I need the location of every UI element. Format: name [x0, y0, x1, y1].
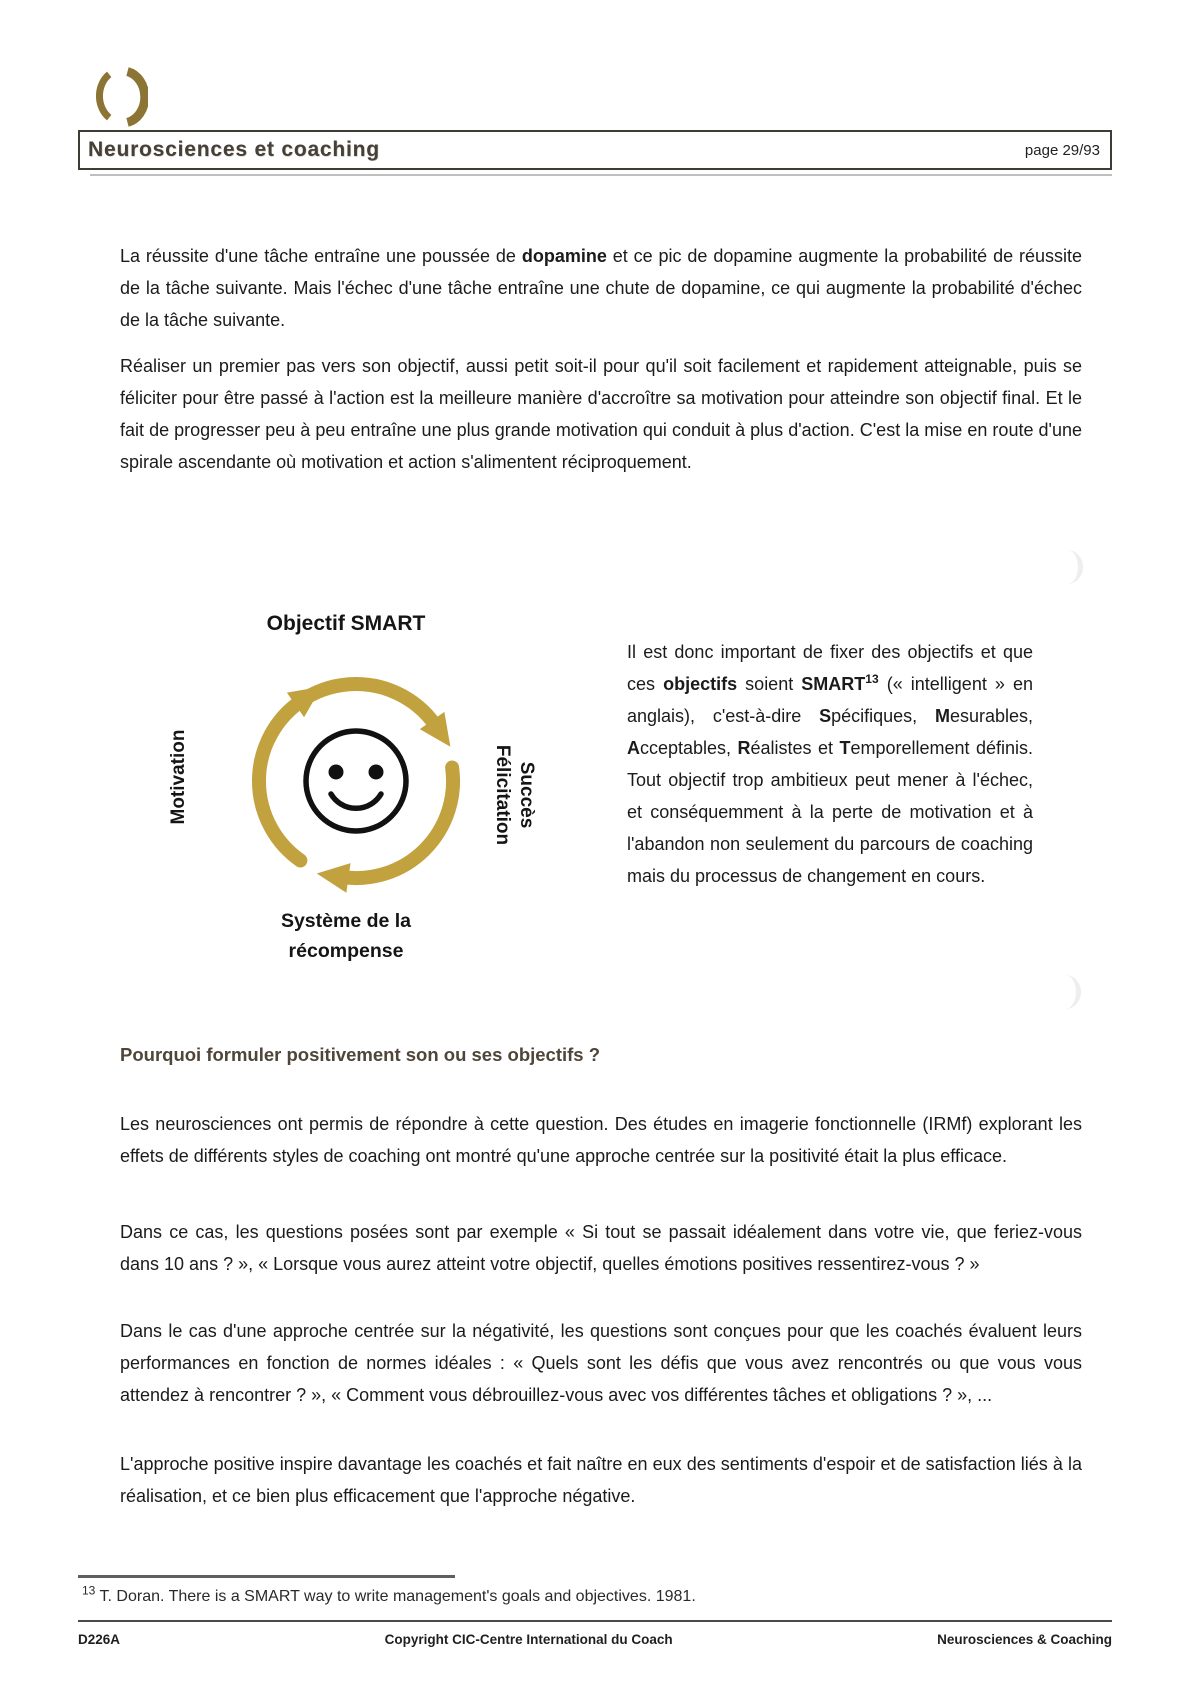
page-footer: [78, 1632, 1112, 1647]
label-systeme-line2: récompense: [288, 940, 404, 962]
smart-s2: soient: [737, 674, 802, 694]
paragraph-premier-pas: Réaliser un premier pas vers son objectif, aussi petit soit-il pour qu'il soit facilement et rapidement atteignable, puis se féliciter pour être passé à l'action est la meilleure manière d'accroître sa motivation pour atteindre son objectif final. Et le fait de progresser peu à peu entraîne une plus grande motivation qui conduit à plus d'action. C'est la mise en route d'une spirale ascendante où motivation et action s'alimentent réciproquement.: [120, 356, 1082, 472]
header-underline: [90, 174, 1112, 176]
smart-s8: emporellement définis. Tout objectif trop ambitieux peut mener à l'échec, et conséquemment à la perte de motivation et à l'abandon non seulement du parcours de coaching mais du processus de changement en cours.: [627, 738, 1034, 886]
label-succes: Succès: [516, 761, 537, 829]
paragraph-smart: [627, 636, 1033, 892]
diagram-label-systeme-recompense: [246, 906, 446, 966]
page-number: page 29/93: [1024, 141, 1100, 159]
cic-logo-icon: [94, 66, 148, 128]
cycle-arrows-icon: [206, 631, 506, 931]
smart-s5: esurables,: [949, 706, 1033, 726]
smart-b1: objectifs: [663, 674, 738, 694]
p1-text-post: et ce pic de dopamine augmente la probabilité de réussite de la tâche suivante. Mais l'échec d'une tâche entraîne une chute de dopamine, ce qui augmente la probabilité d'échec de la tâche suivante.: [120, 246, 1083, 330]
paragraph-approche-positive: L'approche positive inspire davantage les coachés et fait naître en eux des sentiments d'espoir et de satisfaction liés à la réalisation, et ce bien plus efficacement que l'approche négative.: [120, 1454, 1082, 1506]
smart-s3: (« intelligent » en anglais), c'est-à-dire: [627, 674, 1034, 726]
smiley-face-icon: [306, 731, 406, 831]
diagram-label-motivation: Motivation: [168, 729, 189, 825]
diagram-title: Objectif SMART: [266, 612, 426, 635]
smart-b5: A: [627, 738, 640, 758]
diagram-label-succes-felicitation: [490, 725, 538, 865]
smart-b7: T: [839, 738, 851, 758]
smart-s1: Il est donc important de fixer des objectifs et que ces: [627, 642, 1033, 694]
paragraph-neurosciences: Les neurosciences ont permis de répondre à cette question. Des études en imagerie fonctionnelle (IRMf) explorant les effets de différents styles de coaching ont montré qu'une approche centrée sur la positivité était la plus efficace.: [120, 1114, 1082, 1166]
footer-doc-title: Neurosciences & Coaching: [937, 1632, 1112, 1647]
footnote: [82, 1583, 1062, 1606]
footer-doc-code: D226A: [78, 1632, 121, 1647]
smart-footnote-ref: 13: [865, 672, 879, 686]
page-title: Neurosciences et coaching: [88, 138, 380, 161]
paragraph-questions-positives: Dans ce cas, les questions posées sont par exemple « Si tout se passait idéalement dans votre vie, que feriez-vous dans 10 ans ? », « Lorsque vous aurez atteint votre objectif, quelles émotions positives ressentirez-vous ? »: [120, 1222, 1082, 1274]
p1-bold-dopamine: dopamine: [521, 246, 607, 266]
footnote-number: 13: [82, 1583, 96, 1598]
paragraph-dopamine: [120, 240, 1082, 336]
smart-s4: pécifiques,: [831, 706, 935, 726]
p1-text-pre: La réussite d'une tâche entraîne une poussée de: [120, 246, 522, 266]
footer-divider: [78, 1620, 1112, 1622]
smart-s6: cceptables,: [640, 738, 738, 758]
smart-s7: éalistes et: [750, 738, 840, 758]
page-header: [78, 130, 1112, 170]
label-systeme-line1: Système de la: [280, 910, 412, 932]
label-felicitation: Félicitation: [492, 744, 513, 846]
scan-artifact: [1050, 975, 1081, 1009]
scan-artifact: [1052, 550, 1083, 584]
footnote-text: T. Doran. There is a SMART way to write management's goals and objectives. 1981.: [95, 1588, 696, 1605]
footer-copyright: Copyright CIC-Centre International du Coach: [384, 1632, 673, 1647]
smart-b4: M: [934, 706, 950, 726]
footnote-divider: [78, 1575, 455, 1578]
smart-b6: R: [737, 738, 751, 758]
smart-b3: S: [819, 706, 832, 726]
paragraph-approche-negative: Dans le cas d'une approche centrée sur la négativité, les questions sont conçues pour que les coachés évaluent leurs performances en fonction de normes idéales : « Quels sont les défis que vous avez rencontrés ou que vous vous attendez à rencontrer ? », « Comment vous débrouillez-vous avec vos différentes tâches et obligations ? », ...: [120, 1321, 1082, 1405]
smart-b2: SMART: [801, 674, 866, 694]
section-heading: Pourquoi formuler positivement son ou ses objectifs ?: [120, 1044, 601, 1065]
